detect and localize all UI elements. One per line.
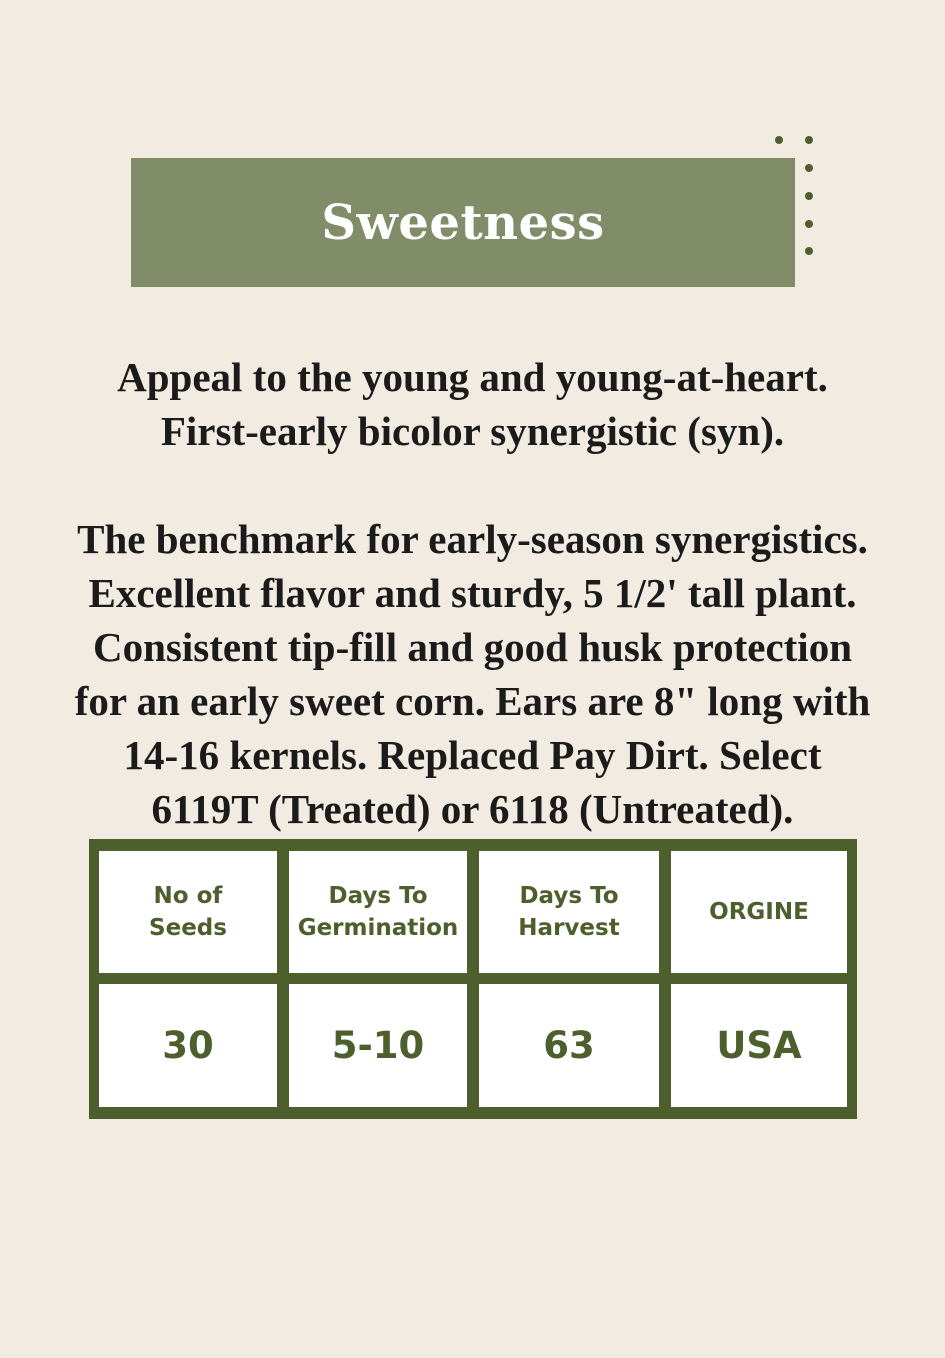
header-line: ORGINE (709, 899, 809, 925)
dot-icon (805, 247, 813, 255)
header-line: Germination (297, 915, 459, 941)
dot-icon (805, 220, 813, 228)
value-cell-germination: 5-10 (289, 984, 467, 1107)
dot-icon (775, 136, 783, 144)
description-line: Consistent tip-fill and good husk protection (92, 624, 853, 670)
value-cell-origin: USA (671, 984, 847, 1107)
header-cell-harvest (479, 851, 659, 973)
intro-text (40, 350, 905, 458)
header-line: Seeds (149, 915, 227, 941)
description-line: The benchmark for early-season synergistics. (77, 516, 868, 562)
dot-icon (805, 192, 813, 200)
header-cell-origin (671, 851, 847, 973)
value-cell-harvest: 63 (479, 984, 659, 1107)
header-cell-seeds (99, 851, 277, 973)
title-banner (131, 158, 795, 287)
dot-icon (805, 136, 813, 144)
decorative-dots (770, 130, 830, 270)
header-line: No of (153, 883, 223, 909)
header-line: Days To (328, 883, 428, 909)
page-title: Sweetness (321, 194, 605, 251)
description-line: Excellent flavor and sturdy, 5 1/2' tall plant. (88, 570, 857, 616)
header-line: Days To (519, 883, 619, 909)
intro-line: Appeal to the young and young-at-heart. (117, 354, 828, 400)
intro-line: First-early bicolor synergistic (syn). (160, 408, 785, 454)
spec-table (89, 839, 857, 1119)
header-cell-germination (289, 851, 467, 973)
header-line: Harvest (518, 915, 620, 941)
dot-icon (805, 164, 813, 172)
description-line: 14-16 kernels. Replaced Pay Dirt. Select (123, 732, 822, 778)
description-text (30, 512, 915, 836)
value-cell-seeds: 30 (99, 984, 277, 1107)
description-line: for an early sweet corn. Ears are 8" long with (74, 678, 871, 724)
description-line: 6119T (Treated) or 6118 (Untreated). (151, 786, 794, 832)
